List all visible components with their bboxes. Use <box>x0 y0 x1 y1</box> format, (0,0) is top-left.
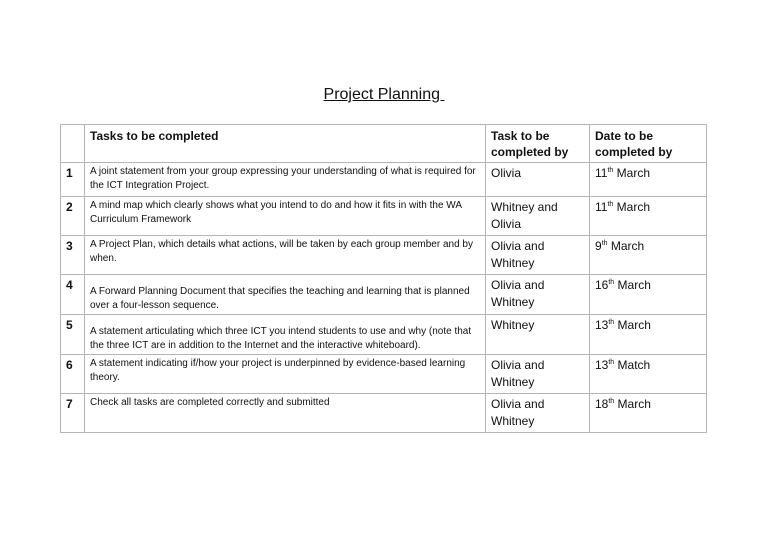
date-suffix: th <box>601 240 608 247</box>
date-day: 16 <box>595 278 609 292</box>
date-suffix: th <box>608 398 615 405</box>
row-task: A mind map which clearly shows what you intend to do and how it fits in with the WA Curriculum Framework <box>85 197 486 236</box>
header-date: Date to be completed by <box>590 125 707 163</box>
table-row <box>61 315 707 355</box>
row-number: 1 <box>61 163 85 197</box>
row-number: 7 <box>61 394 85 433</box>
date-suffix: th <box>608 359 615 366</box>
table-header-row <box>61 125 707 163</box>
row-completed-by: Olivia and Whitney <box>486 355 590 394</box>
row-task: A statement indicating if/how your project is underpinned by evidence-based learning theory. <box>85 355 486 394</box>
date-month: March <box>614 318 651 332</box>
table-row <box>61 163 707 197</box>
row-completed-by: Olivia and Whitney <box>486 394 590 433</box>
table-row <box>61 394 707 433</box>
date-suffix: th <box>607 167 614 174</box>
page-title: Project Planning <box>323 86 445 103</box>
row-date <box>590 163 707 197</box>
table-row <box>61 197 707 236</box>
row-number: 3 <box>61 236 85 275</box>
row-number: 6 <box>61 355 85 394</box>
row-task: A joint statement from your group expressing your understanding of what is required for the ICT Integration Project. <box>85 163 486 197</box>
date-month: March <box>614 397 651 411</box>
date-month: March <box>613 200 650 214</box>
planning-table <box>60 124 707 433</box>
date-suffix: th <box>607 201 614 208</box>
row-number: 4 <box>61 275 85 315</box>
header-number <box>61 125 85 163</box>
row-completed-by: Olivia and Whitney <box>486 236 590 275</box>
row-task-text: A Forward Planning Document that specifies the teaching and learning that is planned over a four-lesson sequence. <box>90 286 470 311</box>
date-month: March <box>614 278 651 292</box>
row-date <box>590 236 707 275</box>
row-number: 2 <box>61 197 85 236</box>
row-task: Check all tasks are completed correctly and submitted <box>85 394 486 433</box>
row-number: 5 <box>61 315 85 355</box>
row-date <box>590 355 707 394</box>
date-day: 13 <box>595 318 609 332</box>
date-day: 13 <box>595 358 609 372</box>
row-completed-by: Whitney <box>486 315 590 355</box>
row-date <box>590 197 707 236</box>
row-task-text: A statement articulating which three ICT you intend students to use and why (note that the three ICT are in addition to the Internet and the interactive whiteboard). <box>90 326 472 351</box>
row-completed-by: Olivia and Whitney <box>486 275 590 315</box>
header-completed-by: Task to be completed by <box>486 125 590 163</box>
date-day: 9 <box>595 239 602 253</box>
row-completed-by: Whitney and Olivia <box>486 197 590 236</box>
row-task <box>85 275 486 315</box>
date-suffix: th <box>608 319 615 326</box>
row-date <box>590 275 707 315</box>
row-task: A Project Plan, which details what actions, will be taken by each group member and by when. <box>85 236 486 275</box>
header-task: Tasks to be completed <box>85 125 486 163</box>
row-date <box>590 394 707 433</box>
date-month: Match <box>614 358 651 372</box>
date-day: 18 <box>595 397 609 411</box>
row-completed-by: Olivia <box>486 163 590 197</box>
date-day: 11 <box>595 166 608 180</box>
row-task <box>85 315 486 355</box>
row-date <box>590 315 707 355</box>
table-row <box>61 355 707 394</box>
table-row <box>61 275 707 315</box>
date-suffix: th <box>608 279 615 286</box>
date-month: March <box>613 166 650 180</box>
date-day: 11 <box>595 200 608 214</box>
date-month: March <box>607 239 645 253</box>
table-row <box>61 236 707 275</box>
